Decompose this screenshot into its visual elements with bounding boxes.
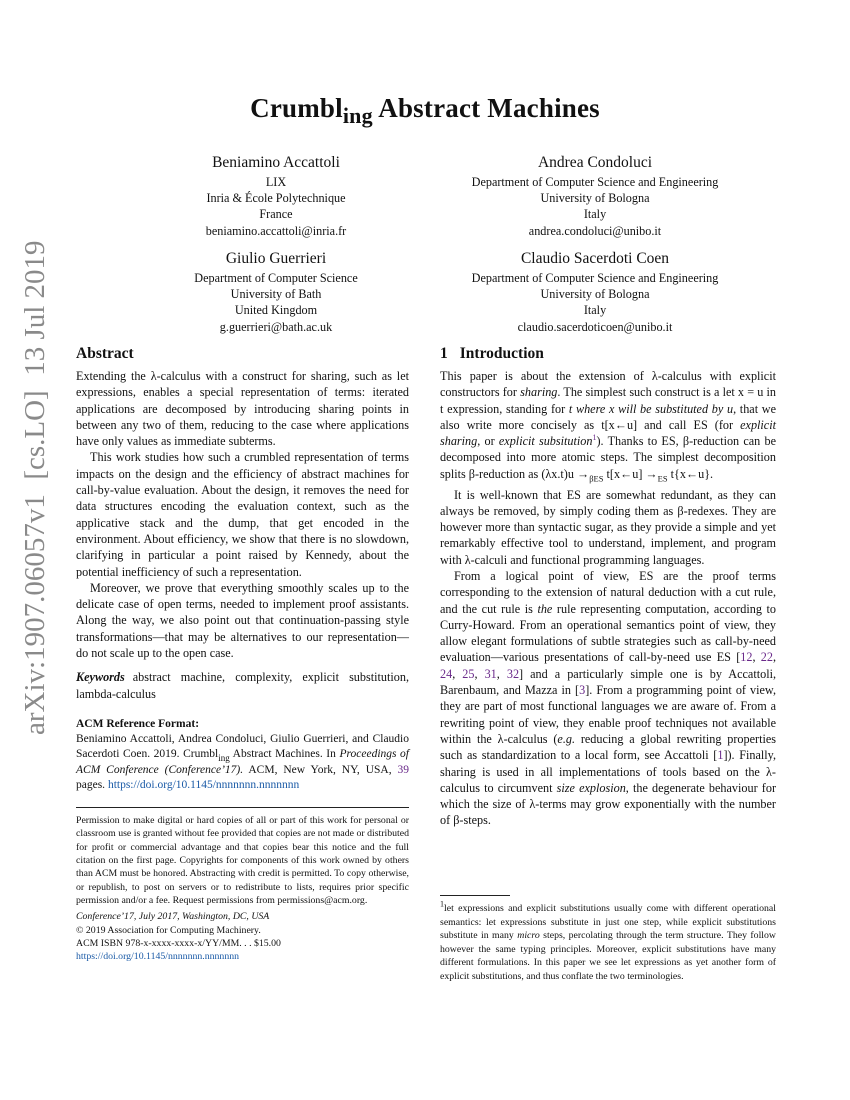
intro-paragraph: From a logical point of view, ES are the proof terms corresponding to the extension of natural deduction with a cut rule, and the cut rule is the rule representing computation, according to Curry-Howard. From an operational semantics point of view, they allow elegant formulations of subtle strategies such as call-by-need evaluation—various presentations of call-by-need use ES [12, 22, 24, 25, 31, 32] and a particularly simple one is by Accattoli, Barenbaum, and Mazza in [3]. From a programming point of view, they are part of most functional languages we are aware of. From a rewriting point of view, they enable proof techniques not available within the λ-calculus (e.g. reducing a global rewriting properties such as standardization to a local form, see Accattoli [1]). Finally, sharing is used in all implementations of tools based on the λ-calculus to circumvent size explosion, the degenerate behaviour for which the size of λ-terms may grow exponentially with the number of β-steps. bbox=[440, 569, 777, 828]
permission-isbn: ACM ISBN 978-x-xxxx-xxxx-x/YY/MM. . . $15.00 bbox=[76, 937, 281, 949]
abstract-paragraph: Extending the λ-calculus with a construct for sharing, such as let expressions, enables a special representation of terms: iterated applications are decomposed by introducing sharing points in between any two of them, reducing to the case where applications have only values as immediate subterms. bbox=[76, 369, 409, 449]
text-run: t{x←u}. bbox=[667, 466, 714, 481]
acm-ref-publisher: ACM, New York, NY, USA, bbox=[243, 763, 398, 776]
right-column bbox=[440, 344, 776, 829]
text-emph: size explosion bbox=[556, 780, 626, 795]
text-run: , that we also write more concisely as t[x←u] and call ES (for bbox=[440, 401, 776, 432]
author-affiliation: University of Bologna bbox=[540, 287, 650, 302]
author-affiliation: United Kingdom bbox=[234, 303, 318, 318]
section-heading-introduction bbox=[440, 344, 776, 364]
abstract-paragraph: Moreover, we prove that everything smoothly scales up to the delicate case of open terms, needed to implement proof assistants. Along the way, we also point out that continuation-passing style transformations—that may be alternatives to our representation—do not scale up to the open case. bbox=[76, 580, 409, 661]
text-run: let expressions and explicit substitutions usually come with different operational semantics: let expressions substitute in just one step, while explicit substitutions substitute in many bbox=[440, 903, 776, 942]
left-column bbox=[76, 344, 409, 963]
text-emph: explicit subsitution bbox=[498, 434, 593, 449]
citation-link[interactable]: 12 bbox=[740, 650, 753, 665]
author-affiliation: Inria & École Polytechnique bbox=[206, 191, 346, 206]
permission-copyright: © 2019 Association for Computing Machinery. bbox=[76, 924, 261, 936]
keywords-label: Keywords bbox=[76, 670, 125, 685]
keywords-text: abstract machine, complexity, explicit substitution, lambda-calculus bbox=[76, 670, 409, 701]
author-name: Andrea Condoluci bbox=[537, 154, 653, 171]
acm-ref-title-sub: ing bbox=[218, 753, 230, 764]
author-affiliation: Department of Computer Science bbox=[194, 271, 358, 285]
text-run: . The simplest such construct is a let x = u in t expression, standing for bbox=[440, 385, 776, 416]
text-emph: micro bbox=[517, 930, 540, 942]
citation-link[interactable]: 22 bbox=[760, 650, 773, 665]
author-affiliation: France bbox=[259, 207, 293, 222]
section-title: Introduction bbox=[459, 345, 544, 362]
text-emph: explicit sharing bbox=[440, 417, 776, 449]
arxiv-stamp bbox=[0, 0, 60, 1100]
author-block bbox=[430, 249, 760, 335]
acm-ref-rest: Abstract Machines. In bbox=[229, 748, 340, 761]
permission-conference: Conference’17, July 2017, Washington, DC, USA bbox=[76, 911, 270, 923]
author-block bbox=[126, 153, 426, 239]
citation-link[interactable]: 1 bbox=[717, 748, 724, 763]
text-run: , the degenerate behaviour for which the size of λ-terms may grow exponentially with the number of β-steps. bbox=[440, 780, 777, 828]
author-name: Giulio Guerrieri bbox=[225, 250, 327, 267]
arxiv-stamp-text: arXiv:1907.06057v1 [cs.LO] 13 Jul 2019 bbox=[19, 240, 51, 735]
text-run: steps, percolating through the term structure. They follow however the same typing principles. Moreover, explicit substitutions have many different formulations. In this paper we see let expressions as yet another form of explicit substitutions, and thus conflate the two terminologies. bbox=[440, 930, 776, 982]
author-affiliation: Department of Computer Science and Engineering bbox=[471, 175, 719, 189]
permission-doi-link[interactable]: https://doi.org/10.1145/nnnnnnn.nnnnnnn bbox=[76, 951, 240, 963]
intro-paragraph bbox=[440, 368, 776, 487]
text-run: This paper is about the extension of λ-calculus with explicit constructors for bbox=[440, 369, 776, 400]
footnote-mark: 1 bbox=[440, 899, 444, 909]
author-name: Claudio Sacerdoti Coen bbox=[520, 250, 670, 267]
title-sub: ing bbox=[342, 103, 373, 128]
author-email: g.guerrieri@bath.ac.uk bbox=[219, 319, 333, 334]
acm-ref-body bbox=[76, 732, 409, 793]
text-emph: t where x will be substituted by u bbox=[568, 401, 734, 416]
text-run: reducing a global rewriting properties such as standardization to a local form, see Accattoli [ bbox=[440, 731, 776, 763]
section-number: 1 bbox=[440, 345, 448, 362]
title-main: Crumbl bbox=[250, 93, 343, 123]
acm-ref-venue: Proceedings of ACM Conference (Conference’17). bbox=[76, 748, 409, 776]
author-affiliation: University of Bologna bbox=[540, 191, 650, 206]
keywords bbox=[76, 669, 409, 702]
author-affiliation: Italy bbox=[583, 303, 607, 318]
citation-link[interactable]: 24 bbox=[440, 666, 453, 681]
acm-ref-heading: ACM Reference Format: bbox=[76, 717, 200, 730]
intro-paragraph: It is well-known that ES are somewhat redundant, as they can always be removed, by simply coding them as β-redexes. They are however more than syntactic sugar, as they provide a simple and yet remarkably effective tool to understand, implement, and program with λ-calculi and functional programming languages. bbox=[440, 487, 776, 567]
author-affiliation: Italy bbox=[583, 207, 607, 222]
arxiv-stamp-svg bbox=[0, 0, 60, 1100]
citation-link[interactable]: 3 bbox=[579, 683, 586, 698]
author-block bbox=[126, 249, 426, 335]
abstract-paragraph: This work studies how such a crumbled representation of terms impacts on the design and the efficiency of abstract machines for call-by-value evaluation. About the design, it removes the need for data structures encoding the evaluation context, such as the applicative stack and the dump, that get encoded in the environment. About efficiency, we show that there is no slowdown, clarifying in particular a point raised by Kennedy, about the potential inefficiency of such a representation. bbox=[76, 450, 409, 579]
permission-text: Permission to make digital or hard copies of all or part of this work for personal or classroom use is granted without fee provided that copies are not made or distributed for profit or commercial advantage and that copies bear this notice and the full citation on the first page. Copyrights for components of this work owned by others than ACM must be honored. Abstracting with credit is permitted. To copy otherwise, or republish, to post on servers or to redistribute to lists, requires prior specific permission and/or a fee. Request permissions from permissions@acm.org. bbox=[76, 815, 409, 906]
citation-link[interactable]: 25 bbox=[462, 666, 475, 681]
footnote bbox=[440, 899, 776, 984]
paper-title bbox=[0, 93, 850, 128]
author-affiliation: Department of Computer Science and Engineering bbox=[471, 271, 719, 285]
author-email: beniamino.accattoli@inria.fr bbox=[205, 223, 347, 238]
author-email: andrea.condoluci@unibo.it bbox=[528, 223, 662, 238]
text-run: t[x←u] → bbox=[603, 466, 658, 481]
text-emph: e.g. bbox=[557, 731, 576, 746]
text-run: From a logical point of view, ES are the proof terms corresponding to the extension of natural deduction with a cut rule, and the cut rule is bbox=[440, 569, 776, 616]
author-block bbox=[430, 153, 760, 239]
text-run: , or bbox=[477, 434, 499, 449]
acm-ref-doi-link[interactable]: https://doi.org/10.1145/nnnnnnn.nnnnnnn bbox=[107, 778, 300, 791]
text-run: ] and a particularly simple one is by Accattoli, Barenbaum, and Mazza in [ bbox=[440, 666, 777, 698]
text-emph: sharing bbox=[520, 385, 558, 400]
permission-block bbox=[76, 807, 409, 963]
footnote-rule bbox=[440, 895, 510, 896]
author-name: Beniamino Accattoli bbox=[212, 154, 340, 171]
citation-link[interactable]: 32 bbox=[506, 666, 520, 681]
citation-link[interactable]: 31 bbox=[484, 666, 497, 681]
math-subscript: βES bbox=[589, 473, 604, 484]
text-emph: the bbox=[537, 601, 553, 616]
math-subscript: ES bbox=[657, 473, 668, 484]
author-affiliation: LIX bbox=[265, 175, 287, 189]
acm-ref-pages-link[interactable]: 39 bbox=[397, 763, 409, 776]
author-email: claudio.sacerdoticoen@unibo.it bbox=[517, 319, 673, 334]
text-run: ]. From a programming point of view, they are part of most functional languages we are aware of. From a rewriting point of view, they enable proof techniques not available within the λ-calculus ( bbox=[440, 683, 776, 746]
title-rest: Abstract Machines bbox=[372, 93, 600, 123]
text-run: ]). Finally, sharing is used in all implementations of tools based on the λ-calculus to circumvent bbox=[440, 748, 776, 795]
text-run: rule representing computation, according to Curry-Howard. From an operational semantics point of view, they allow elegant formulations of subtle strategies such as call-by-need evaluation—various presentations of call-by-need use ES [ bbox=[440, 601, 776, 665]
acm-ref-pages-word: pages. bbox=[76, 778, 108, 791]
abstract-heading: Abstract bbox=[76, 345, 134, 362]
author-affiliation: University of Bath bbox=[230, 287, 322, 302]
footnote-ref-link[interactable]: 1 bbox=[592, 433, 597, 443]
text-run: ). Thanks to ES, β-reduction can be decomposed into more atomic steps. The simplest decomposition splits β-reduction as (λx.t)u → bbox=[440, 434, 776, 481]
acm-ref-authors: Beniamino Accattoli, Andrea Condoluci, Giulio Guerrieri, and Claudio Sacerdoti Coen. 2019. Crumbl bbox=[76, 732, 409, 761]
